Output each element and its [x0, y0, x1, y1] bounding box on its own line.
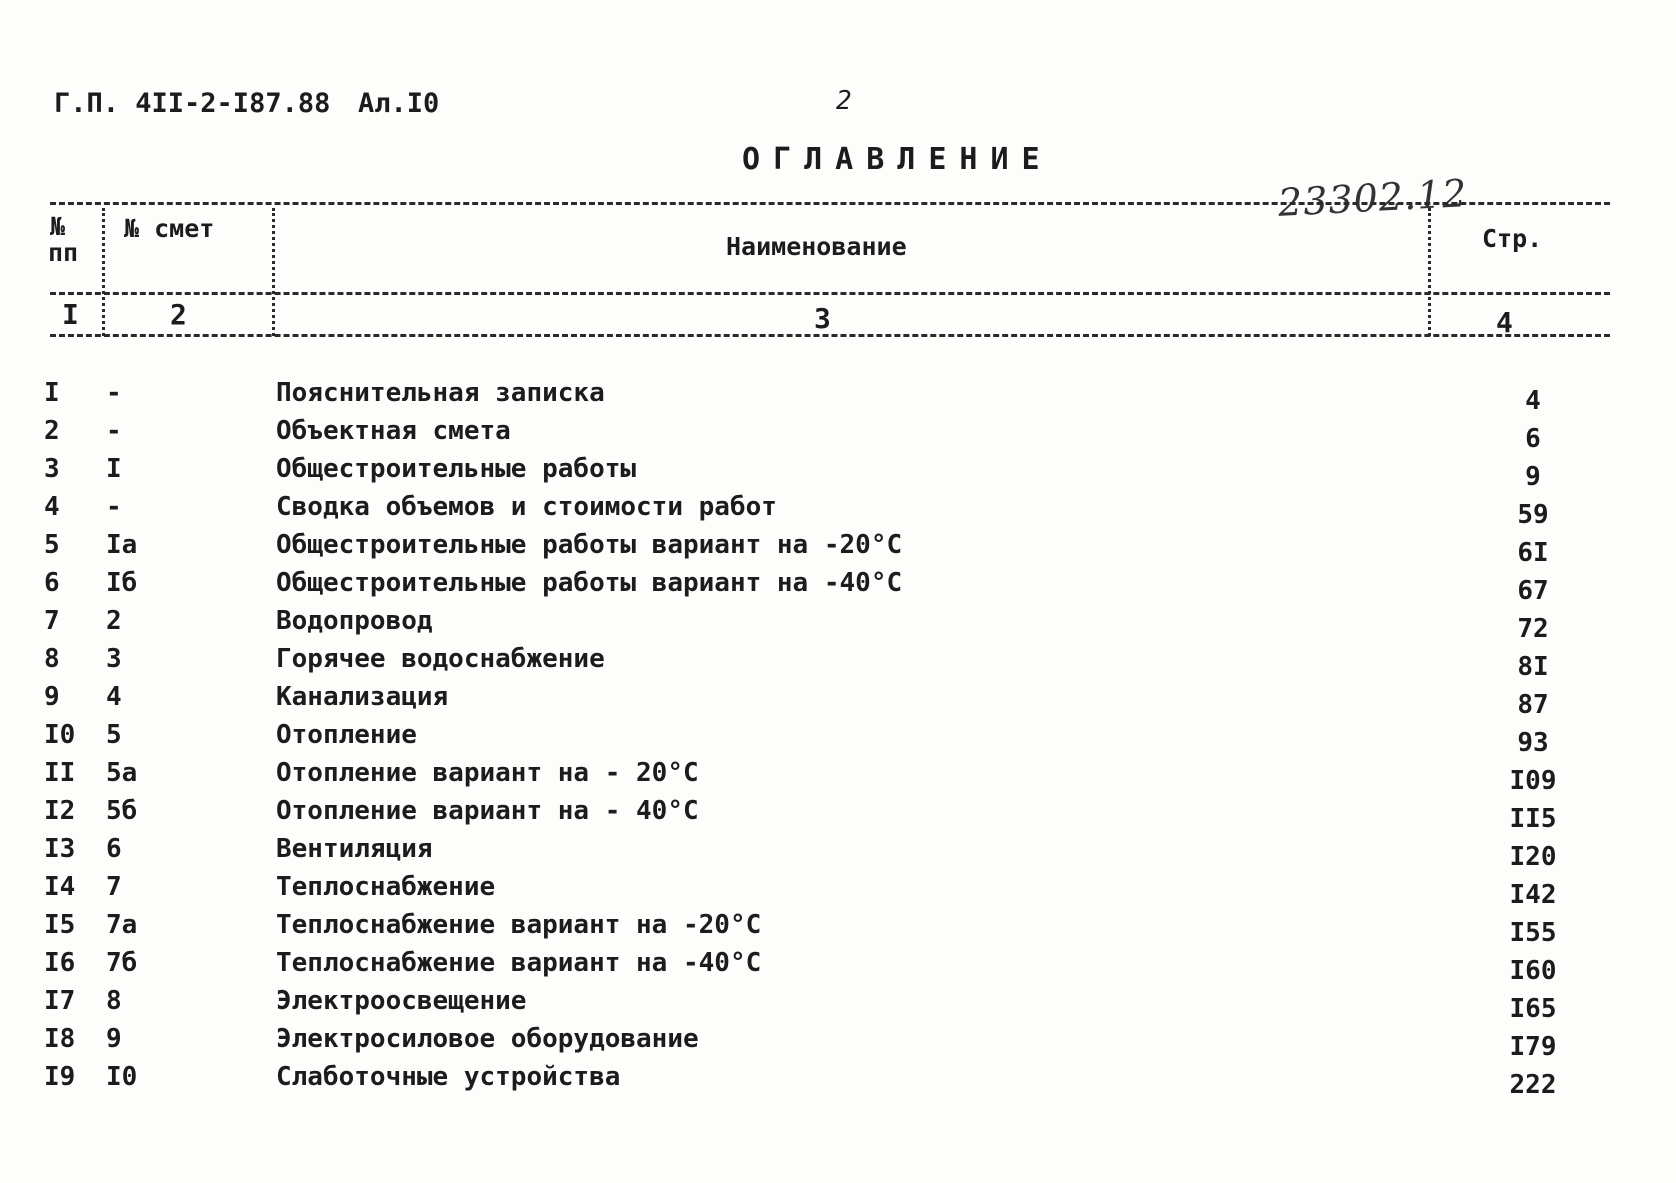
column-number-3: 3 [814, 302, 831, 335]
row-number: I6 [44, 948, 76, 978]
column-header-name: Наименование [726, 232, 907, 261]
row-page: 4 [1525, 386, 1541, 416]
row-name: Сводка объемов и стоимости работ [276, 492, 777, 522]
table-row [0, 454, 1676, 492]
row-number: I5 [44, 910, 76, 940]
row-number: I8 [44, 1024, 76, 1054]
table-row [0, 416, 1676, 454]
table-row [0, 492, 1676, 530]
row-name: Теплоснабжение [276, 872, 496, 902]
page-number: 2 [836, 86, 852, 116]
row-name: Теплоснабжение вариант на -20°С [276, 910, 762, 940]
row-estimate-number: - [106, 416, 122, 446]
column-number-1: I [62, 298, 79, 331]
column-header-page: Стр. [1482, 224, 1543, 253]
row-estimate-number: - [106, 492, 122, 522]
column-header-number-line1: № [50, 212, 66, 241]
row-number: 2 [44, 416, 60, 446]
table-row [0, 910, 1676, 948]
row-number: I9 [44, 1062, 76, 1092]
row-estimate-number: Iб [106, 568, 138, 598]
row-number: I [44, 378, 60, 408]
row-number: II [44, 758, 76, 788]
row-page: I60 [1509, 956, 1557, 986]
table-top-rule [50, 202, 1610, 205]
column-divider-2 [272, 208, 275, 336]
row-number: I3 [44, 834, 76, 864]
table-row [0, 948, 1676, 986]
column-header-number-line2: пп [48, 238, 79, 267]
row-estimate-number: 7 [106, 872, 122, 902]
row-name: Теплоснабжение вариант на -40°С [276, 948, 762, 978]
row-page: 222 [1509, 1070, 1557, 1100]
row-estimate-number: 5б [106, 796, 138, 826]
row-estimate-number: 7б [106, 948, 138, 978]
row-page: 6 [1525, 424, 1541, 454]
row-estimate-number: 5а [106, 758, 138, 788]
row-name: Электросиловое оборудование [276, 1024, 699, 1054]
row-name: Слаботочные устройства [276, 1062, 621, 1092]
row-number: I7 [44, 986, 76, 1016]
row-estimate-number: 4 [106, 682, 122, 712]
row-name: Отопление вариант на - 20°С [276, 758, 699, 788]
row-estimate-number: 2 [106, 606, 122, 636]
table-row [0, 644, 1676, 682]
row-number: 3 [44, 454, 60, 484]
row-number: 9 [44, 682, 60, 712]
table-row [0, 568, 1676, 606]
row-estimate-number: I [106, 454, 122, 484]
row-page: 72 [1517, 614, 1549, 644]
row-name: Горячее водоснабжение [276, 644, 605, 674]
row-number: 5 [44, 530, 60, 560]
row-number: 6 [44, 568, 60, 598]
table-row [0, 530, 1676, 568]
handwritten-note: 23302.12 [1276, 171, 1469, 225]
row-estimate-number: 5 [106, 720, 122, 750]
row-page: 59 [1517, 500, 1549, 530]
row-name: Вентиляция [276, 834, 433, 864]
table-row [0, 682, 1676, 720]
column-divider-3 [1428, 208, 1431, 336]
document-code: Г.П. 4II-2-I87.88 [54, 88, 331, 119]
row-page: 87 [1517, 690, 1549, 720]
row-page: II5 [1509, 804, 1557, 834]
row-name: Пояснительная записка [276, 378, 605, 408]
table-row [0, 1024, 1676, 1062]
row-number: 7 [44, 606, 60, 636]
row-page: 93 [1517, 728, 1549, 758]
column-number-2: 2 [170, 298, 187, 331]
table-row [0, 758, 1676, 796]
column-divider-1 [102, 208, 105, 336]
table-row [0, 834, 1676, 872]
sheet-label: Ал.I0 [358, 88, 440, 119]
row-estimate-number: - [106, 378, 122, 408]
row-estimate-number: 6 [106, 834, 122, 864]
row-name: Общестроительные работы вариант на -40°С [276, 568, 903, 598]
row-page: 6I [1517, 538, 1549, 568]
row-page: 9 [1525, 462, 1541, 492]
row-page: I20 [1509, 842, 1557, 872]
row-name: Электроосвещение [276, 986, 527, 1016]
header-divider-rule [50, 292, 1610, 295]
column-number-4: 4 [1496, 306, 1513, 339]
row-estimate-number: 3 [106, 644, 122, 674]
row-estimate-number: 7а [106, 910, 138, 940]
row-number: 4 [44, 492, 60, 522]
row-page: I09 [1509, 766, 1557, 796]
row-name: Отопление [276, 720, 417, 750]
row-estimate-number: 9 [106, 1024, 122, 1054]
row-estimate-number: I0 [106, 1062, 138, 1092]
table-row [0, 606, 1676, 644]
row-page: I65 [1509, 994, 1557, 1024]
row-name: Объектная смета [276, 416, 511, 446]
row-name: Общестроительные работы [276, 454, 637, 484]
row-page: I79 [1509, 1032, 1557, 1062]
row-name: Водопровод [276, 606, 433, 636]
row-page: I55 [1509, 918, 1557, 948]
row-estimate-number: 8 [106, 986, 122, 1016]
row-name: Канализация [276, 682, 449, 712]
row-number: I0 [44, 720, 76, 750]
column-header-estimate: № смет [124, 214, 215, 243]
table-row [0, 378, 1676, 416]
row-page: 8I [1517, 652, 1549, 682]
row-page: 67 [1517, 576, 1549, 606]
page-title: ОГЛАВЛЕНИЕ [742, 142, 1053, 177]
row-page: I42 [1509, 880, 1557, 910]
row-number: 8 [44, 644, 60, 674]
table-row [0, 720, 1676, 758]
row-number: I4 [44, 872, 76, 902]
table-row [0, 796, 1676, 834]
row-name: Отопление вариант на - 40°С [276, 796, 699, 826]
table-row [0, 986, 1676, 1024]
row-name: Общестроительные работы вариант на -20°С [276, 530, 903, 560]
row-estimate-number: Iа [106, 530, 138, 560]
table-row [0, 1062, 1676, 1100]
table-row [0, 872, 1676, 910]
row-number: I2 [44, 796, 76, 826]
